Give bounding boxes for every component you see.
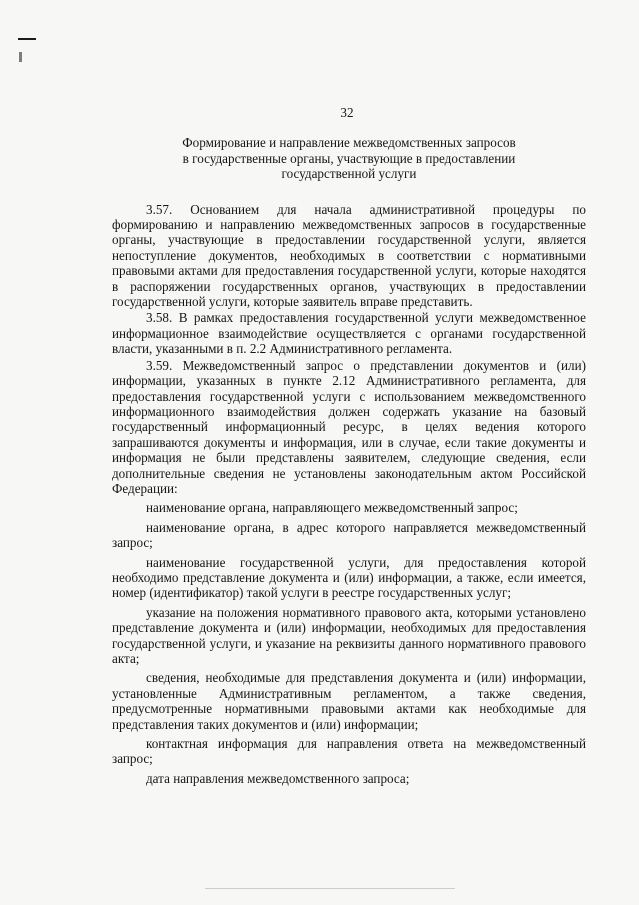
document-text [112,96,586,788]
heading-line: в государственные органы, участвующие в предоставлении [182,150,516,166]
list-item: дата направления межведомственного запроса; [146,770,410,786]
page-number: 32 [340,105,354,120]
paragraph-3-58: 3.58. В рамках предоставления государственной услуги межведомственное информационное взаимодействие осуществляется с органами государственной власти, указанными в п. 2.2 Административного регламента. [112,310,586,357]
heading-line: государственной услуги [281,166,417,182]
scan-artifact-left [19,52,22,62]
list-item: наименование органа, в адрес которого направляется межведомственный запрос; [112,519,586,551]
heading-line: Формирование и направление межведомственных запросов [182,135,516,151]
list-item: наименование органа, направляющего межведомственный запрос; [146,500,518,516]
list-item: наименование государственной услуги, для предоставления которой необходимо представление документа и (или) информации, а также, если имеется, номер (идентификатор) такой услуги в реестре государственных услуг; [112,554,586,601]
paragraph-3-57: 3.57. Основанием для начала административной процедуры по формированию и направлению межведомственных запросов в государственные органы, участвующие в предоставлении государственной услуги, является непоступление документов, необходимых в соответствии с нормативными правовыми актами для предоставления государственной услуги, которые находятся в распоряжении государственных органов, участвующих в предоставлении государственной услуги, которые заявитель вправе представить. [112,201,586,310]
scan-artifact-top [18,38,36,40]
page-bottom-line [205,888,455,889]
list-item: сведения, необходимые для представления документа и (или) информации, установленные Административным регламентом, а также сведения, предусмотренные нормативными правовыми актами как необходимые для представления таких документов и (или) информации; [112,670,586,732]
required-information-list [112,500,586,786]
section-heading [112,135,586,181]
list-item: указание на положения нормативного правового акта, которыми установлено представление документа и (или) информации, необходимых для предоставления государственной услуги, и указание на реквизиты данного нормативного правового акта; [112,604,586,666]
list-item: контактная информация для направления ответа на межведомственный запрос; [112,736,586,767]
paragraph-3-59: 3.59. Межведомственный запрос о представлении документов и (или) информации, указанных в пункте 2.12 Административного регламента, для предоставления государственной услуги с использованием межведомственного информационного взаимодействия должен содержать указание на базовый государственный информационный ресурс, в целях ведения которого запрашиваются документы и информация, или в случае, если такие документы и информация не были представлены заявителем, следующие сведения, если дополнительные сведения не установлены законодательным актом Российской Федерации: [112,357,586,496]
